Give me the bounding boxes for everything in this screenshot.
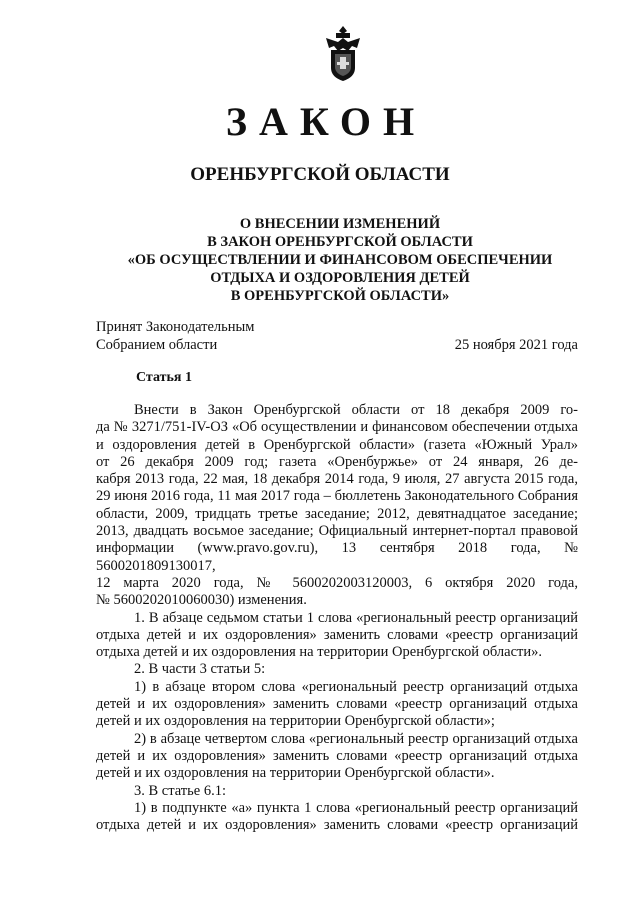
body-line: 29 июня 2016 года, 11 мая 2017 года – бюллетень Законодательного Собрания: [96, 488, 578, 505]
body-line: 12 марта 2020 года, № 5600202003120003, 6 октября 2020 года,: [96, 574, 578, 591]
adoption-line: Собранием области: [96, 337, 218, 353]
body-line: отдыха детей и их оздоровления на территории Оренбургской области».: [96, 644, 542, 661]
body-line: отдыха детей и их оздоровления» заменить словами «реестр организаций: [96, 626, 578, 643]
body-line: кабря 2013 года, 22 мая, 18 декабря 2014 года, 9 июля, 27 августа 2015 года,: [96, 471, 578, 488]
law-subject: [100, 215, 580, 305]
body-line: детей и их оздоровления» заменить словами «реестр организаций отдыха: [96, 696, 578, 713]
region-title: ОРЕНБУРГСКОЙ ОБЛАСТИ: [190, 164, 450, 185]
subject-line: ОТДЫХА И ОЗДОРОВЛЕНИЯ ДЕТЕЙ: [210, 270, 470, 286]
body-line: 1) в абзаце втором слова «региональный реестр организаций отдыха: [134, 678, 578, 695]
body-line: 2. В части 3 статьи 5:: [134, 661, 266, 678]
body-line: информации (www.pravo.gov.ru), 13 сентября 2018 года, № 5600201809130017,: [96, 540, 578, 574]
law-title: ЗАКОН: [225, 99, 427, 144]
body-line: 3. В статье 6.1:: [134, 782, 226, 799]
subject-line: В ЗАКОН ОРЕНБУРГСКОЙ ОБЛАСТИ: [207, 234, 473, 250]
body-line: 1. В абзаце седьмом статьи 1 слова «региональный реестр организаций: [134, 609, 578, 626]
adoption-note: [96, 318, 254, 354]
body-line: детей и их оздоровления» заменить словами «реестр организаций отдыха: [96, 747, 578, 764]
subject-line: В ОРЕНБУРГСКОЙ ОБЛАСТИ»: [230, 288, 450, 304]
adoption-line: Принят Законодательным: [96, 319, 255, 335]
body-line: области, 2009, тридцать третье заседание; 2012, девятнадцатое заседание;: [96, 505, 578, 522]
body-line: от 26 декабря 2009 год; газета «Оренбуржье» от 24 января, 26 де-: [96, 453, 578, 470]
subject-line: «ОБ ОСУЩЕСТВЛЕНИИ И ФИНАНСОВОМ ОБЕСПЕЧЕНИИ: [127, 252, 553, 268]
body-line: 2) в абзаце четвертом слова «региональный реестр организаций отдыха: [134, 730, 578, 747]
body-line: детей и их оздоровления на территории Оренбургской области».: [96, 765, 495, 782]
coat-of-arms-icon: [322, 24, 364, 82]
article-body: [96, 402, 578, 834]
body-line: Внести в Закон Оренбургской области от 18 декабря 2009 го-: [134, 402, 578, 418]
body-line: да № 3271/751-IV-ОЗ «Об осуществлении и финансовом обеспечении отдыха: [96, 419, 578, 436]
body-line: и оздоровления детей в Оренбургской области» (газета «Южный Урал»: [96, 436, 578, 453]
adoption-date: 25 ноября 2021 года: [454, 337, 578, 353]
body-line: отдыха детей и их оздоровления» заменить словами «реестр организаций: [96, 817, 578, 834]
subject-line: О ВНЕСЕНИИ ИЗМЕНЕНИЙ: [239, 216, 441, 232]
body-line: детей и их оздоровления на территории Оренбургской области»;: [96, 713, 495, 730]
body-line: 2013, двадцать восьмое заседание; Официальный интернет-портал правовой: [96, 523, 578, 540]
body-line: 1) в подпункте «а» пункта 1 слова «региональный реестр организаций: [134, 799, 578, 816]
body-line: № 5600202010060030) изменения.: [96, 592, 307, 609]
article-heading: Статья 1: [136, 370, 192, 385]
